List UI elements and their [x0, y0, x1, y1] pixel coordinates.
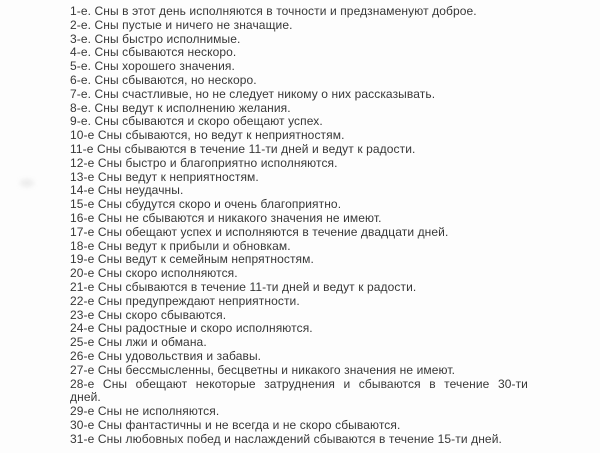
entry-number: 30-е [70, 417, 95, 432]
entry-number: 20-е [70, 266, 95, 281]
entry-text: Сны не сбываются и никакого значения не имеют. [97, 210, 382, 225]
dream-entry [70, 433, 528, 447]
dream-list [70, 5, 528, 447]
entry-number: 5-е. [70, 59, 92, 74]
entry-text: Сны в этот день исполняются в точности и предзнаменуют доброе. [94, 4, 477, 18]
entry-number: 27-е [70, 362, 95, 377]
dream-entry [70, 5, 528, 19]
entry-number: 19-е [70, 252, 95, 267]
dream-entry [70, 19, 528, 33]
entry-number: 23-е [70, 307, 95, 322]
dream-entry [70, 350, 528, 364]
entry-text: Сны скоро исполняются. [97, 266, 238, 281]
entry-text: Сны ведут к семейным непрятностям. [97, 252, 314, 267]
dream-entry [70, 157, 528, 171]
entry-text: Сны обещают некоторые затруднения и сбываются в течение 30-ти [102, 376, 528, 391]
entry-text-continued: дней. [70, 390, 101, 405]
dream-entry [70, 46, 528, 60]
entry-text: Сны сбываются в течение 11-ти дней и ведут к радости. [97, 279, 417, 294]
dream-entry [70, 74, 528, 88]
entry-number: 24-е [70, 321, 95, 336]
entry-text: Сны ведут к исполнению желания. [94, 100, 291, 115]
dream-entry [70, 364, 528, 378]
dream-entry [70, 378, 528, 406]
dream-entry [70, 267, 528, 281]
entry-number: 28-е [70, 376, 95, 391]
entry-text: Сны любовных побед и наслаждений сбываются в течение 15-ти дней. [97, 431, 502, 446]
entry-number: 25-е [70, 335, 95, 350]
entry-text: Сны сбываются, но нескоро. [94, 72, 257, 87]
entry-text: Сны быстро и благоприятно исполняются. [97, 155, 338, 170]
entry-number: 14-е [70, 183, 95, 198]
entry-text: Сны сбываются нескоро. [94, 45, 237, 60]
dream-entry [70, 295, 528, 309]
entry-number: 18-е [70, 238, 95, 253]
dream-entry [70, 198, 528, 212]
dream-entry [70, 240, 528, 254]
entry-number: 2-е. [70, 17, 92, 32]
dream-entry [70, 336, 528, 350]
entry-text: Сны бессмысленны, бесцветны и никакого значения не имеют. [97, 362, 456, 377]
entry-number: 9-е. [70, 114, 92, 129]
dream-entry [70, 102, 528, 116]
dream-entry [70, 60, 528, 74]
dream-entry [70, 253, 528, 267]
dream-entry [70, 115, 528, 129]
dream-entry [70, 322, 528, 336]
dream-entry [70, 309, 528, 323]
entry-text: Сны предупреждают неприятности. [97, 293, 300, 308]
entry-text: Сны неудачны. [97, 183, 184, 198]
entry-number: 13-е [70, 169, 95, 184]
entry-number: 12-е [70, 155, 95, 170]
entry-text: Сны быстро исполнимые. [94, 31, 241, 46]
entry-text: Сны счастливые, но не следует никому о них рассказывать. [94, 86, 436, 101]
dream-entry [70, 33, 528, 47]
entry-text: Сны хорошего значения. [94, 59, 235, 74]
entry-number: 11-е [70, 141, 94, 156]
entry-text: Сны не исполняются. [97, 404, 220, 419]
entry-text: Сны удовольствия и забавы. [97, 348, 262, 363]
dream-entry [70, 88, 528, 102]
entry-text: Сны пустые и ничего не значащие. [94, 17, 293, 32]
entry-number: 7-е. [70, 86, 92, 101]
entry-text: Сны ведут к прибыли и обновкам. [97, 238, 291, 253]
dream-entry [70, 212, 528, 226]
entry-number: 1-е. [70, 4, 92, 18]
dream-entry [70, 129, 528, 143]
entry-number: 26-е [70, 348, 95, 363]
scan-artifact [20, 179, 34, 187]
entry-text: Сны фантастичны и не всегда и не скоро сбываются. [97, 417, 401, 432]
dream-entry [70, 143, 528, 157]
dream-entry [70, 184, 528, 198]
entry-number: 22-е [70, 293, 95, 308]
entry-number: 10-е [70, 128, 95, 143]
entry-text: Сны скоро сбываются. [97, 307, 227, 322]
entry-number: 29-е [70, 404, 95, 419]
entry-number: 6-е. [70, 72, 92, 87]
dream-entry [70, 419, 528, 433]
entry-number: 15-е [70, 197, 95, 212]
entry-number: 31-е [70, 431, 95, 446]
entry-text: Сны сбудутся скоро и очень благоприятно. [97, 197, 342, 212]
entry-number: 3-е. [70, 31, 92, 46]
dream-entry [70, 171, 528, 185]
entry-text: Сны радостные и скоро исполняются. [97, 321, 313, 336]
dream-entry [70, 405, 528, 419]
entry-text: Сны лжи и обмана. [97, 335, 207, 350]
dream-entry [70, 226, 528, 240]
entry-text: Сны сбываются и скоро обещают успех. [94, 114, 323, 129]
entry-number: 8-е. [70, 100, 92, 115]
dream-entry [70, 281, 528, 295]
entry-number: 16-е [70, 210, 95, 225]
entry-text: Сны сбываются в течение 11-ти дней и ведут к радости. [96, 141, 416, 156]
entry-number: 4-е. [70, 45, 92, 60]
entry-text: Сны ведут к неприятностям. [97, 169, 259, 184]
entry-text: Сны обещают успех и исполняются в течение двадцати дней. [97, 224, 449, 239]
entry-number: 17-е [70, 224, 95, 239]
entry-number: 21-е [70, 279, 95, 294]
entry-text: Сны сбываются, но ведут к неприятностям. [97, 128, 345, 143]
